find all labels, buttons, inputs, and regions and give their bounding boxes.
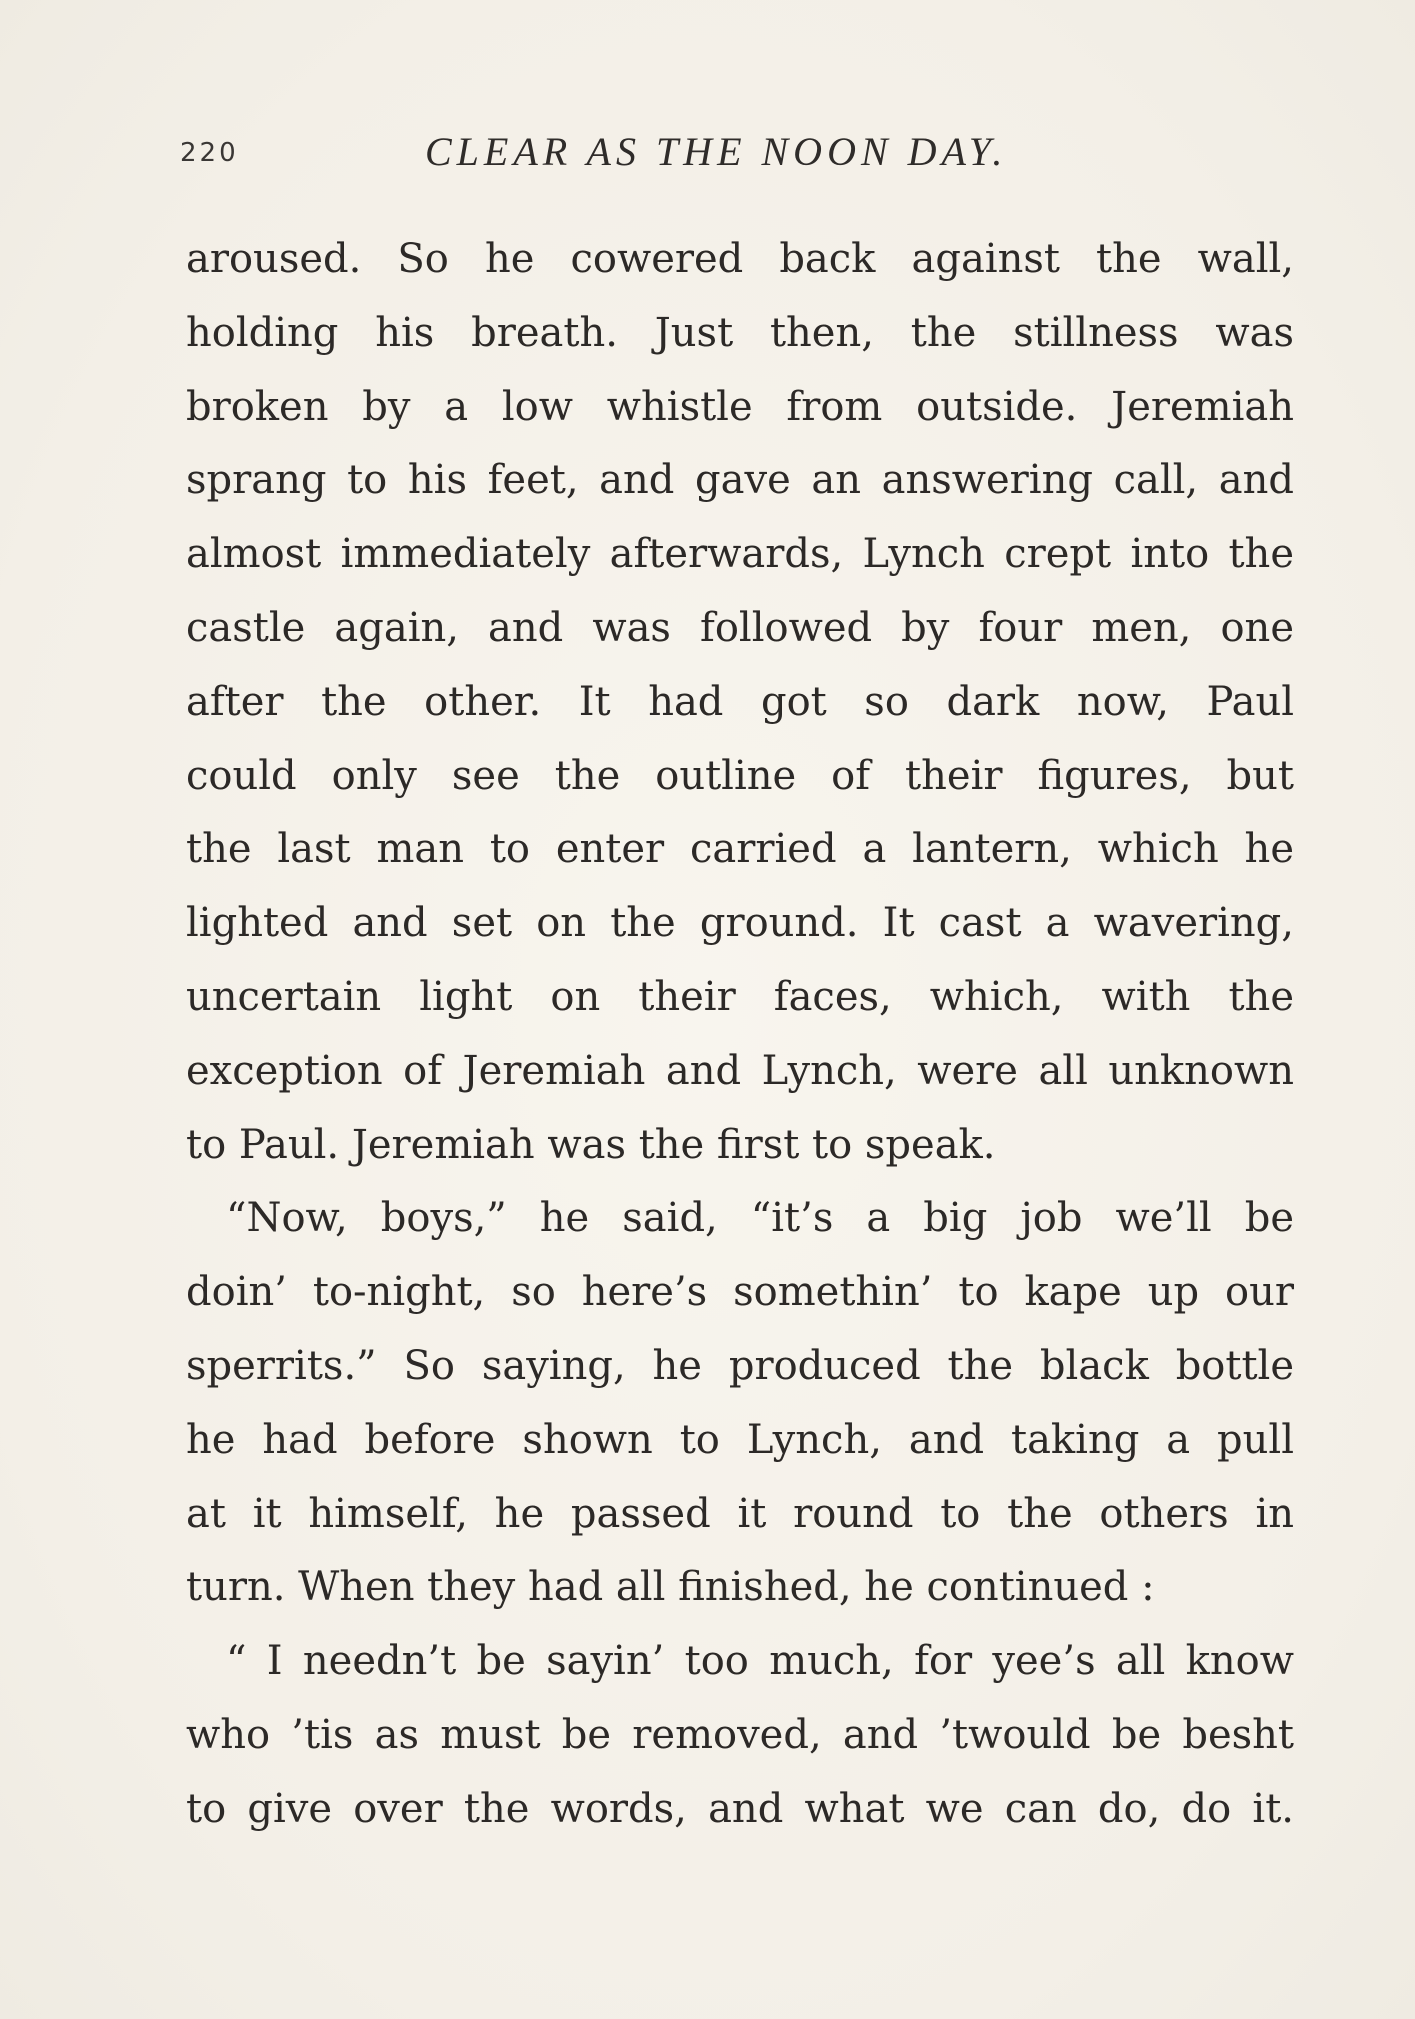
- text-line: castle again, and was followed by four men, one: [186, 604, 1294, 651]
- text-line: holding his breath. Just then, the stillness was: [186, 309, 1294, 356]
- text-line: sperrits.” So saying, he produced the black bottle: [186, 1342, 1294, 1389]
- text-line: after the other. It had got so dark now, Paul: [186, 678, 1294, 725]
- text-line: sprang to his feet, and gave an answering call, and: [186, 457, 1294, 504]
- text-line: turn. When they had all finished, he continued :: [186, 1564, 1155, 1611]
- text-line: the last man to enter carried a lantern, which he: [186, 826, 1294, 873]
- text-line: broken by a low whistle from outside. Jeremiah: [186, 383, 1294, 430]
- body-text: [186, 223, 1294, 1847]
- text-line: to give over the words, and what we can do, do it.: [186, 1785, 1294, 1832]
- page-header: [180, 128, 1295, 188]
- text-line: aroused. So he cowered back against the wall,: [186, 236, 1294, 282]
- text-line: almost immediately afterwards, Lynch crept into the: [186, 531, 1294, 578]
- page-number: 220: [180, 138, 239, 168]
- text-line: could only see the outline of their figures, but: [186, 752, 1294, 799]
- text-line: who ’tis as must be removed, and ’twould be besht: [186, 1711, 1294, 1758]
- text-line: to Paul. Jeremiah was the first to speak.: [186, 1121, 996, 1168]
- text-line: uncertain light on their faces, which, with the: [186, 973, 1294, 1020]
- text-line: doin’ to-night, so here’s somethin’ to kape up our: [186, 1269, 1294, 1316]
- text-line: “Now, boys,” he said, “it’s a big job we’ll be: [226, 1195, 1294, 1242]
- text-line: at it himself, he passed it round to the others in: [186, 1490, 1294, 1537]
- text-line: he had before shown to Lynch, and taking a pull: [186, 1416, 1294, 1463]
- text-line: “ I needn’t be sayin’ too much, for yee’s all know: [226, 1638, 1294, 1685]
- running-head-title: CLEAR AS THE NOON DAY.: [425, 129, 1008, 174]
- text-line: exception of Jeremiah and Lynch, were all unknown: [186, 1047, 1294, 1094]
- text-line: lighted and set on the ground. It cast a wavering,: [186, 900, 1294, 947]
